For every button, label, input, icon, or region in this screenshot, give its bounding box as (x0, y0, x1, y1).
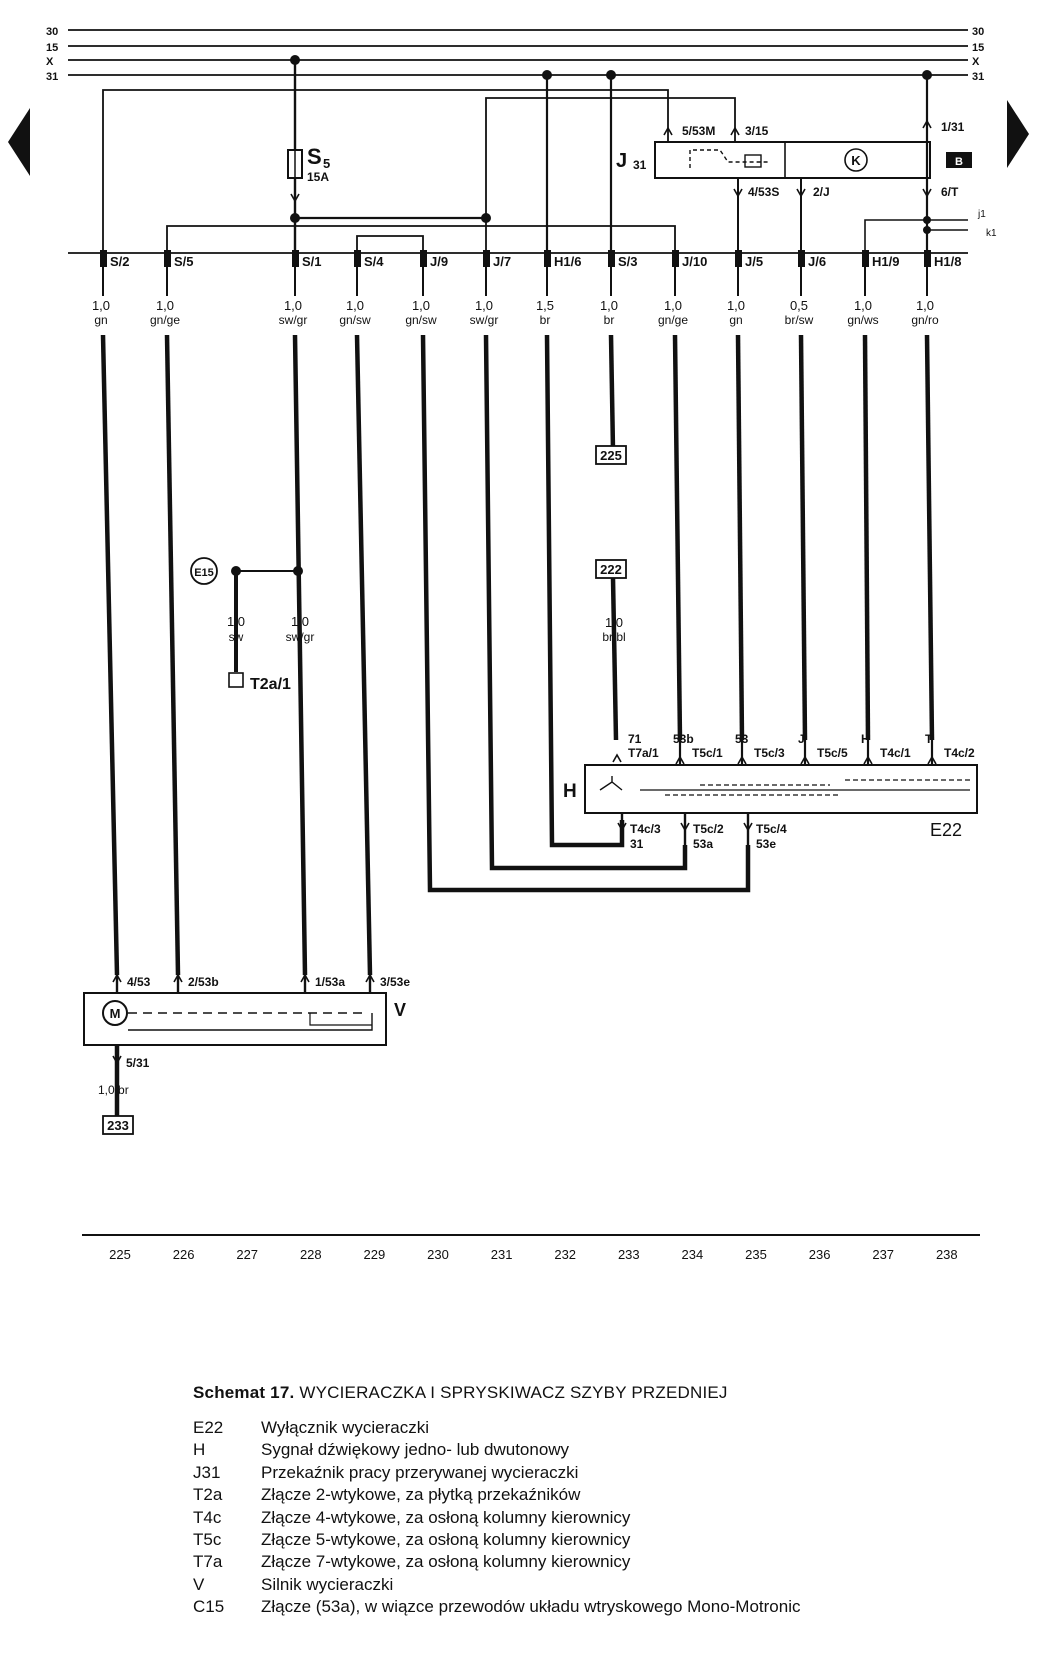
relay-j31-sub: 31 (633, 158, 647, 172)
legend-row-C15 (193, 1596, 1013, 1618)
motor-pin-2/53b: 2/53b (188, 975, 219, 989)
ruler-number-236: 236 (808, 1247, 831, 1262)
connector-pin-S/5 (164, 250, 171, 267)
bus-label-right-15: 15 (972, 42, 985, 54)
legend-row-V (193, 1574, 1013, 1596)
legend-row-T4c (193, 1507, 1013, 1529)
t7a-pin-num: 71 (628, 732, 642, 746)
connector-pin-S/2 (100, 250, 107, 267)
legend-row-H (193, 1439, 1013, 1461)
wire-size-S/1: 1,0 (283, 298, 303, 313)
relay-pin-3-15: 3/15 (745, 124, 769, 138)
connector-label-S/1: S/1 (302, 254, 322, 269)
switch-top-pin-num-2: J (798, 732, 805, 746)
bridge-junction-j7 (481, 213, 491, 223)
connector-label-H1/8: H1/8 (934, 254, 962, 269)
wire-color-J/10: gn/ge (657, 313, 689, 327)
ref-225-text: 225 (600, 448, 622, 463)
wire-color-H1/8: gn/ro (911, 313, 939, 327)
relay-pin-5-53m: 5/53M (682, 124, 716, 138)
wire-size-H1/6: 1,5 (535, 298, 555, 313)
switch-bottom-pin-num-0: 31 (630, 837, 644, 851)
wire-size-J/5: 1,0 (726, 298, 746, 313)
relay-and-fuse-area (103, 55, 997, 253)
switch-top-pin-num-4: T (925, 732, 933, 746)
connector-label-J/10: J/10 (682, 254, 708, 269)
motor-v-body (84, 993, 386, 1045)
connector-pin-S/3 (608, 250, 615, 267)
legend-code: V (193, 1574, 205, 1594)
connector-pin-J/5 (735, 250, 742, 267)
legend-description: Złącze 7-wtykowe, za osłoną kolumny kierownicy (261, 1552, 631, 1572)
switch-bottom-pin-name-2: T5c/4 (756, 822, 787, 836)
t7a-pin-arrow-icon (613, 755, 621, 762)
caption-title-text: WYCIERACZKA I SPRYSKIWACZ SZYBY PRZEDNIEJ (299, 1383, 728, 1402)
legend-description: Silnik wycieraczki (261, 1574, 394, 1594)
switch-e22-label: E22 (930, 820, 963, 840)
ruler-number-228: 228 (299, 1247, 322, 1262)
connector-label-S/4: S/4 (364, 254, 384, 269)
switch-top-pin-name-0: T5c/1 (692, 746, 723, 760)
connector-pin-J/10 (672, 250, 679, 267)
ruler-number-233: 233 (617, 1247, 640, 1262)
legend-description: Złącze (53a), w wiązce przewodów układu wtryskowego Mono-Motronic (261, 1597, 801, 1617)
wire-color-H1/9: gn/ws (847, 313, 879, 327)
wire-run-s5 (167, 335, 178, 975)
connector-pin-J/7 (483, 250, 490, 267)
legend-row-T5c (193, 1529, 1013, 1551)
legend-description: Złącze 2-wtykowe, za płytką przekaźników (261, 1485, 581, 1505)
legend-code: T5c (193, 1530, 222, 1550)
ruler-number-234: 234 (681, 1247, 704, 1262)
column-ruler (82, 1235, 980, 1262)
switch-bottom-pin-num-2: 53e (756, 837, 777, 851)
connector-pin-H1/8 (924, 250, 931, 267)
wire-size-S/3: 1,0 (599, 298, 619, 313)
junction-j1 (923, 216, 931, 224)
side-label-j1: j1 (978, 209, 986, 220)
e15-wire-sw-color: sw (228, 630, 244, 644)
wire-size-S/5: 1,0 (155, 298, 175, 313)
ruler-number-226: 226 (172, 1247, 195, 1262)
bus-label-right-X: X (972, 56, 980, 68)
wire-size-H1/9: 1,0 (853, 298, 873, 313)
ruler-number-225: 225 (109, 1247, 131, 1262)
wire-run-s1 (295, 335, 305, 975)
legend-row-T2a (193, 1484, 1013, 1506)
ruler-number-232: 232 (554, 1247, 577, 1262)
motor-ground-wire-label: 1,0 br (98, 1083, 129, 1097)
ruler-number-235: 235 (745, 1247, 767, 1262)
connector-label-S/2: S/2 (110, 254, 130, 269)
wire-h19-j1 (865, 220, 968, 253)
legend-description: Złącze 4-wtykowe, za osłoną kolumny kierownicy (261, 1507, 631, 1527)
bus-label-left-X: X (46, 56, 54, 68)
relay-k-symbol: K (851, 153, 861, 168)
connector-label-J/7: J/7 (493, 254, 512, 269)
caption-title-number: Schemat 17. (193, 1383, 295, 1402)
legend-code: T7a (193, 1552, 223, 1572)
ref-222-text: 222 (600, 562, 622, 577)
connector-label-H1/6: H1/6 (554, 254, 582, 269)
motor-pin-3/53e: 3/53e (380, 975, 411, 989)
legend-code: C15 (193, 1597, 225, 1617)
ruler-number-229: 229 (363, 1247, 386, 1262)
caption-title (193, 1383, 1013, 1403)
wire-run-j5 (738, 335, 742, 740)
connector-pin-S/4 (354, 250, 361, 267)
connector-label-J/5: J/5 (745, 254, 764, 269)
e15-wire-swgr-size: 1,0 (290, 614, 310, 629)
switch-bottom-pin-name-1: T5c/2 (693, 822, 724, 836)
ruler-number-238: 238 (935, 1247, 958, 1262)
wire-run-s3 (611, 335, 613, 450)
wire-color-J/6: br/sw (784, 313, 814, 327)
connector-pin-J/6 (798, 250, 805, 267)
e15-wire-swgr-color: sw/gr (285, 630, 315, 644)
motor-v-label: V (394, 1000, 407, 1020)
switch-top-pin-name-4: T4c/2 (944, 746, 975, 760)
fuse-s5-sub: 5 (323, 156, 331, 171)
wire-size-J/10: 1,0 (663, 298, 683, 313)
motor-symbol-m: M (109, 1006, 121, 1021)
bus-label-right-31: 31 (972, 71, 985, 83)
t2a-connector-label: T2a/1 (250, 676, 291, 693)
switch-and-motor-area (84, 446, 977, 1134)
wire-size-J/9: 1,0 (411, 298, 431, 313)
wire-run-s2 (103, 335, 117, 975)
side-label-k1: k1 (986, 228, 997, 239)
t2a-connector-icon (229, 673, 243, 687)
wire-s2-to-relay (103, 90, 668, 253)
legend-description: Złącze 5-wtykowe, za osłoną kolumny kierownicy (261, 1530, 631, 1550)
t7a-pin-name: T7a/1 (628, 746, 659, 760)
relay-pin-6-t: 6/T (941, 185, 959, 199)
legend-description: Wyłącznik wycieraczki (261, 1418, 429, 1437)
ruler-number-230: 230 (427, 1247, 449, 1262)
connector-pin-H1/9 (862, 250, 869, 267)
wire-t7a-color: br/bl (602, 630, 626, 644)
relay-b-symbol: B (955, 156, 963, 168)
wire-size-J/6: 0,5 (789, 298, 809, 313)
connector-pin-J/9 (420, 250, 427, 267)
ruler-number-227: 227 (236, 1247, 259, 1262)
ruler-number-231: 231 (490, 1247, 513, 1262)
fuse-s5-label: S (307, 144, 322, 169)
switch-bottom-pin-name-0: T4c/3 (630, 822, 661, 836)
supply-bus (46, 26, 984, 83)
wire-size-J/7: 1,0 (474, 298, 494, 313)
component-legend (193, 1417, 1013, 1619)
wire-color-J/7: sw/gr (469, 313, 499, 327)
wire-color-S/2: gn (94, 313, 108, 327)
wire-run-t7a (613, 578, 616, 740)
diagram-caption (193, 1383, 1013, 1619)
wire-color-S/5: gn/ge (149, 313, 181, 327)
wire-run-j10 (675, 335, 680, 740)
switch-h-label: H (563, 781, 577, 802)
bus-label-left-15: 15 (46, 42, 59, 54)
e15-wire-sw-size: 1,0 (226, 614, 246, 629)
relay-pin-1-31: 1/31 (941, 120, 965, 134)
connector-pin-S/1 (292, 250, 299, 267)
legend-row-E22 (193, 1417, 1013, 1439)
wire-run-h19 (865, 335, 868, 740)
junction-k1 (923, 226, 931, 234)
wire-color-J/5: gn (729, 313, 743, 327)
legend-code: H (193, 1440, 206, 1460)
wire-color-S/3: br (603, 313, 615, 327)
legend-code: E22 (193, 1418, 224, 1437)
legend-row-T7a (193, 1551, 1013, 1573)
switch-top-pin-name-3: T4c/1 (880, 746, 911, 760)
legend-code: T2a (193, 1485, 223, 1505)
legend-row-J31 (193, 1462, 1013, 1484)
switch-top-pin-name-2: T5c/5 (817, 746, 848, 760)
switch-bottom-pin-num-1: 53a (693, 837, 714, 851)
connector-label-J/9: J/9 (430, 254, 449, 269)
motor-pin-4/53: 4/53 (127, 975, 151, 989)
bus-label-right-30: 30 (972, 26, 985, 38)
e15-label: E15 (194, 567, 214, 579)
central-connector-row (68, 250, 968, 327)
legend-code: T4c (193, 1507, 222, 1527)
wire-run-s4 (357, 335, 370, 975)
relay-pin-4-53s: 4/53S (748, 185, 780, 199)
connector-label-J/6: J/6 (808, 254, 827, 269)
bus-label-left-30: 30 (46, 26, 59, 38)
wire-t7a-size: 1,0 (604, 615, 624, 630)
wire-color-S/4: gn/sw (339, 313, 371, 327)
wire-color-H1/6: br (539, 313, 551, 327)
motor-ground-pin: 5/31 (126, 1056, 150, 1070)
switch-top-pin-num-3: H (861, 732, 870, 746)
wire-run-h18 (927, 335, 932, 740)
wire-color-S/1: sw/gr (278, 313, 308, 327)
ruler-number-237: 237 (872, 1247, 895, 1262)
relay-j31-body (655, 142, 930, 178)
wire-s5-j10-bridge (167, 226, 675, 253)
wire-size-H1/8: 1,0 (915, 298, 935, 313)
relay-pin-2-j: 2/J (813, 185, 830, 199)
bus-label-left-31: 31 (46, 71, 59, 83)
connector-label-S/3: S/3 (618, 254, 638, 269)
switch-top-pin-num-0: 53b (673, 732, 694, 746)
legend-code: J31 (193, 1462, 221, 1482)
wire-color-J/9: gn/sw (405, 313, 437, 327)
fuse-s5-rating: 15A (307, 170, 330, 184)
legend-description: Sygnał dźwiękowy jedno- lub dwutonowy (261, 1440, 570, 1460)
wire-run-j6 (801, 335, 805, 740)
wire-s4-j9-bridge (357, 236, 423, 253)
wire-size-S/4: 1,0 (345, 298, 365, 313)
connector-pin-H1/6 (544, 250, 551, 267)
motor-pin-1/53a: 1/53a (315, 975, 346, 989)
ref-233-text: 233 (107, 1118, 129, 1133)
relay-j31-label: J (616, 150, 628, 172)
legend-description: Przekaźnik pracy przerywanej wycieraczki (261, 1462, 579, 1482)
switch-top-pin-num-1: 53 (735, 732, 749, 746)
switch-top-pin-name-1: T5c/3 (754, 746, 785, 760)
switch-e22-body (585, 765, 977, 813)
wire-size-S/2: 1,0 (91, 298, 111, 313)
connector-label-H1/9: H1/9 (872, 254, 900, 269)
connector-label-S/5: S/5 (174, 254, 194, 269)
